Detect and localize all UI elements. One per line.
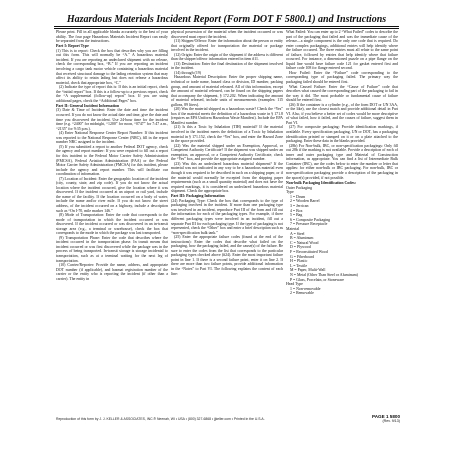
material-code: B = Aluminum [290, 236, 314, 241]
type-code: 1 = Drum [290, 194, 306, 199]
type-code: 5 = Bag [290, 213, 303, 218]
material-code: G = Fiberboard [290, 254, 315, 259]
material-code: N = Metal (Other Than Steel or Aluminum) [290, 272, 358, 277]
material-code: H = Plastic [290, 259, 308, 264]
instruction-paragraph: Hazardous Material Description: Enter the proper shipping name, technical or trade name, hazard class or division, ID number, packing group, and amount of material released. All of this information, except the amount of material released, can be found on the shipping papers that accompany the shipment, § 172.202. When indicating the amount of material released, include units of measurements (examples: 115 gallons, 89 liters). [171, 75, 283, 107]
part-heading: Part II: General Incident Information [56, 103, 120, 108]
instruction-paragraph: What Caused Failure: Enter the “Cause of Failure” code that describes what caused the corresponding part of the packaging to fail in the way it did. The most probable or fundamental cause of failure should be entered first. [286, 84, 398, 103]
instruction-paragraph: (11) Shipper/Offeror: Enter the information about the person or entity that originally offered for transportation the material or package involved in the incident. [171, 39, 283, 53]
instructions-column-2 [171, 30, 283, 415]
instructions-column-1 [56, 30, 168, 415]
type-code: 4 = Box [290, 208, 303, 213]
instruction-paragraph: (12) Origin: Enter the origin of the shipment if the address is different than the shipper/offeror information entered in item #11. [171, 52, 283, 62]
instruction-paragraph: (27) For composite packaging: Provide identification markings, if available. Every specification packaging, UN or DOT, has a packaging identification printed or stamped on it or on a plate attached to the packaging. Enter these data in the blanks provided. [286, 125, 398, 144]
page-number [372, 414, 400, 424]
instruction-paragraph: (21) Is this a Toxic by Inhalation (TIH) material? If the material involved in the incident meets the definition of a Toxic by Inhalation material in § 171.152, check the “Yes” box, and enter the Hazard Zone in the space provided. [171, 125, 283, 144]
part-heading: Part I: Report Type [56, 44, 89, 49]
instruction-paragraph: physical possession of the material when the incident occurred or was discovered must report the incident. [171, 30, 283, 39]
instruction-paragraph: (23) Was this an undeclared hazardous material shipment? If the material was not indicated in any way to be a hazardous material even though it was required to be described in such on a shipping paper, or if the material would normally be excepted from the shipping paper requirements (such as a small quantity material) and does not have the required markings, it is considered an undeclared hazardous material shipment. Check the appropriate box. [171, 161, 283, 194]
material-code: D = Plywood [290, 245, 311, 250]
instruction-paragraph: (10) Carrier/Reporter: Provide the name, address, and appropriate DOT number (if applicable), and hazmat registration number of the carrier or the entity who is reporting the incident (if other than a carrier). The entity in [56, 263, 168, 281]
material-code: A = Steel [290, 231, 305, 236]
copyright-footer: Reproduction of this form by J. J. KELLER & ASSOCIATES, INC.® Neenah, WI • USA • (800) 327-6868 • jjkeller.com • Printed in the U.S.A. [56, 417, 265, 421]
instruction-paragraph: How Failed: Enter the “Failure” code corresponding to the corresponding type of packaging failed. The primary way the packaging failed should be entered first. [286, 70, 398, 85]
title-rule-bottom [54, 28, 399, 29]
head-code: 2 = Removable [290, 291, 314, 296]
instruction-paragraph: (3) Date & Time of Incident: Enter the date and time the incident occurred. If you do not know the actual date and time, give the date and time you discovered the incident. Use 24-hour time for the incident time (e.g. “2400” for midnight, “1200” for noon, “0747” for 7:47 a.m., “2135” for 9:35 p.m.). [56, 108, 168, 131]
instructions-column-3 [286, 30, 398, 415]
instruction-paragraph: (2) Indicate the type of report this is: If this is an initial report, check the “initial report” box. If this is a follow-up to a previous report, check the “A supplemental (follow-up) report” box. If you are using additional pages, check the “Additional Pages” box. [56, 85, 168, 103]
title-rule-top [54, 26, 399, 27]
type-code: 3 = Jerrican [290, 204, 309, 209]
head-code: 1 = Non-removable [290, 286, 321, 291]
instruction-paragraph: (26) If the container is a cylinder (e.g., of the form DOT or UN 3AA, or the like), use the closest match and provide additional detail in Part VI. Also, if you believe a better set of codes would be more descriptive of what failed, how it failed, and the causes of failure, suggest them in Part VI. [286, 102, 398, 125]
packaging-codes [286, 181, 398, 296]
instruction-paragraph: (4) Enter National Response Center Report Number: If this incident was reported to the National Response Center (NRC), fill in the report number NRC assigned to the incident. [56, 131, 168, 145]
instruction-paragraph: (14) through (19) [174, 70, 202, 75]
material-label: Material [286, 226, 300, 231]
instruction-paragraph: (25) Enter the appropriate failure codes (found at the end of the instructions): Enter the codes that describe what failed on the packaging, how the packaging failed, and the cause(s) of the failure. Be sure to enter the codes from the list that corresponds to the particular packaging types checked above (#24). Enter the most important failure point in line 1. If there is a second failure point, enter it on line 2. If there are more than two failure points, provide additional information in the “Notes” to Part VI. The following explains the content of each line: [171, 235, 283, 276]
instruction-paragraph: (20) Was the material shipped as a hazardous waste? Check the “Yes” box if the material meets the definition of a hazardous waste in § 171.8 (requires an EPA Uniform Hazardous Waste Manifest). Include the EPA Manifest number. [171, 107, 283, 125]
intro-paragraph: Please print. Fill in all applicable blanks accurately to the best of your ability. The four page Hazardous Materials Incident Report can easily be separated from the instructions. [56, 30, 168, 44]
instruction-paragraph: (28b) For Non-bulk, IBC, or non-specification packagings: Only fill out 28b if the marking is not available. Provide a description of each of inner and outer packaging type and Material of Construction information, as appropriate. You can find a list of Intermediate Bulk Container (IBC), use the codes below to enter the number or letter that applies: for either non-bulk or IBC packaging. For non-bulk, IBC or non-specification packaging provide a description of the packaging in the space(s) provided, if not possible. [286, 143, 398, 180]
type-label: Type [286, 190, 294, 195]
instruction-paragraph: (22) Was the material shipped under an Exemption, Approval, or Competent Authority Certificate? If the shipment was shipped under an exemption, an approval, or a Competent Authority Certificate, check the “Yes” box, and provide the appropriate assigned number. [171, 143, 283, 162]
type-code: 2 = Wooden Barrel [290, 199, 320, 204]
type-code: 6 = Composite Packaging [290, 217, 331, 222]
head-type-label: Head Type [286, 282, 303, 287]
material-code: F = Reconstituted Wood [290, 249, 328, 254]
instruction-paragraph: (13) Destination: Enter the final destination of the shipment involved in the incident. [171, 61, 283, 71]
revision-label: (Rev. 9/13) [382, 419, 400, 424]
instruction-paragraph: (24) Packaging Type: Check the box that corresponds to the type of packaging involved in the incident. If more than one packaging type was involved in an incident, reproduce Part III of the form and fill out the information for each of the packaging types. For example, if three different packaging types were involved in an incident, fill out a separate Part III for each packaging type. If the type of packaging is not represented, check the “Other” box and enter a brief description such as “non-specification bulk tank.” [171, 198, 283, 235]
material-code: C = Natural Wood [290, 240, 319, 245]
instruction-paragraph: (5) If you submitted a report to another Federal DOT agency, check the agency and report number: If you were required to fill out a report for this incident to the Federal Motor Carrier Safety Administration (FMCSA), Federal Aviation Administration (FAA) or the Federal Motor Carrier Safety Administration (FMCSA) for this incident, please include the agency and report number. This will facilitate our coordination of information. [56, 144, 168, 177]
instruction-paragraph: What Failed: You can enter up to 2 “What Failed” codes to describe the part of the packaging that failed and was the immediate cause of the release—a single component is the only one code that is required. Do enter complex packagings, additional entries will help identify where the failure occurred. The three entries must all relate to the same point of failure, followed by entries that help identify where that failure occurred. For instance, a dimensioned puzzle on a pipe flange on the liquid line would have failure code 121 for gasket entered first and failure code 108 for flange entered second. [286, 30, 398, 71]
instruction-paragraph: (1) This is to report: Check the box that describes why you are filling out this form. This will normally be “A.” A hazardous material incident. If you are reporting an undeclared shipment with no release, check the corresponding box, “B.” If you are reporting an incident involving a cargo tank motor vehicle containing a hazardous material that received structural damage to the lading retention system that may affect its ability to retain lading but does not release a hazardous material, check that appropriate box, “C.” [56, 48, 168, 85]
type-code: 7 = Pressure Receptacle [290, 222, 328, 227]
document-title: Hazardous Materials Incident Report (Form DOT F 5800.1) and Instructions [66, 14, 387, 25]
instruction-paragraph: (7) Location of Incident: Enter the geographic location of the incident (city, county, state, and zip code). If you do not know the actual location where the incident occurred, give the location where it was discovered. If the incident occurred at an airport or rail yard, include the name of the facility. If the location occurred on a body of water, include the name and/or river mile. If you do not know the street address, of the incident occurred on a highway, include a description such as “On I-70, mile marker 146.” [56, 176, 168, 213]
part-heading: Part III: Packaging Information [171, 194, 225, 199]
instruction-paragraph: (8) Mode of Transportation: Enter the code that corresponds to the mode of transportation in which the incident occurred or was discovered. If the incident occurred or was discovered in an in-transit storage area (e.g., a terminal or warehouse), check the box that corresponds to the mode in which the package was last transported. [56, 213, 168, 236]
page-label: PAGE 1 5800 [372, 414, 401, 419]
material-code: P = Glass, Porcelain, or Stoneware [290, 277, 345, 282]
outer-packaging-label: Outer Packaging [286, 185, 313, 190]
material-code: L = Textile [290, 263, 308, 268]
codes-heading: Non-bulk Packaging Identification Codes: [286, 181, 356, 186]
material-code: M = Paper, Multi-Wall [290, 268, 326, 273]
instruction-paragraph: (9) Transportation Phase: Enter the code that describes where the incident occurred in the transportation phase. In transit means that incident occurred or was first discovered while the package was in the process of being transported. In-transit storage is storage incidental to transportation, such as at a terminal waiting for the next leg of transportation. [56, 235, 168, 263]
